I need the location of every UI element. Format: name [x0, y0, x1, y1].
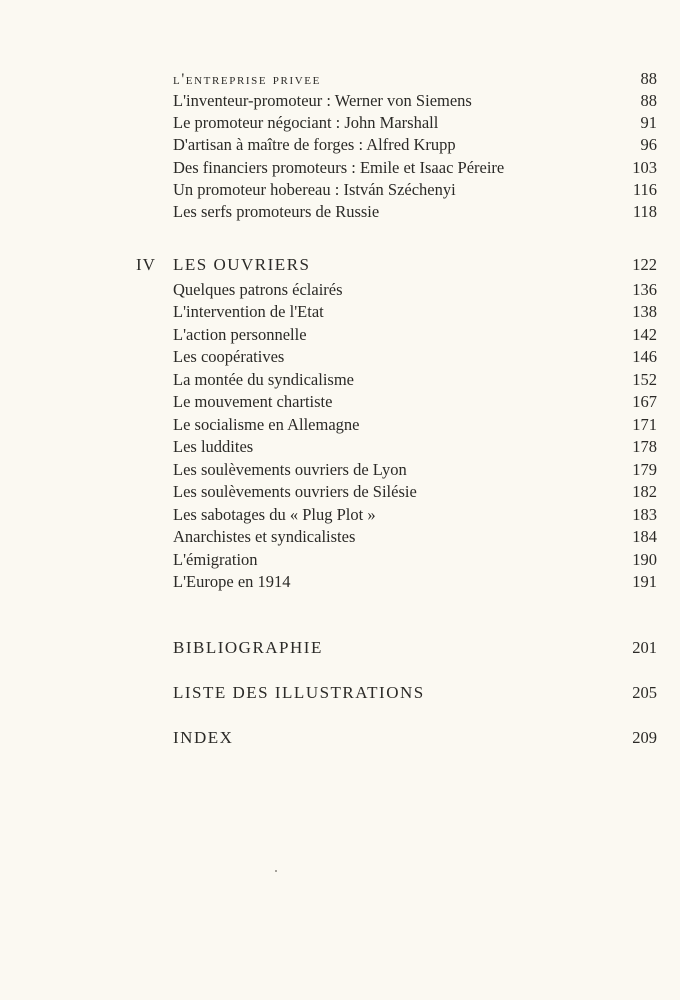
- toc-entry-liste-des-illustrations: [173, 682, 657, 704]
- toc-entry: [173, 346, 657, 368]
- toc-entry-bibliographie: [173, 637, 657, 659]
- toc-entry-page: 152: [632, 370, 657, 389]
- toc-entry: [173, 369, 657, 391]
- toc-entry-page: 103: [632, 158, 657, 177]
- toc-entry-page: 184: [632, 527, 657, 546]
- toc-entry-title: Le socialisme en Allemagne: [173, 415, 360, 434]
- section-heading-entreprise-privee: [173, 68, 657, 90]
- toc-entry: [173, 414, 657, 436]
- toc-entry-page: 191: [632, 572, 657, 591]
- toc-entry-page: 182: [632, 482, 657, 501]
- toc-entry-page: 146: [632, 347, 657, 366]
- toc-entry-title: l'entreprise privee: [173, 71, 321, 88]
- toc-entry-page: 142: [632, 325, 657, 344]
- toc-entry-page: 201: [632, 638, 657, 657]
- toc-entry: [173, 526, 657, 548]
- toc-entry: [173, 549, 657, 571]
- toc-entry-title: Les soulèvements ouvriers de Silésie: [173, 482, 417, 501]
- toc-entry-title: Les soulèvements ouvriers de Lyon: [173, 460, 407, 479]
- toc-entry: [173, 157, 657, 179]
- toc-entry: [173, 112, 657, 134]
- toc-entry: [173, 504, 657, 526]
- toc-entry-title: Un promoteur hobereau : István Széchenyi: [173, 180, 456, 199]
- toc-entry: [173, 571, 657, 593]
- toc-entry: [173, 459, 657, 481]
- toc-entry-title: LISTE DES ILLUSTRATIONS: [173, 683, 425, 702]
- toc-entry-title: Les coopératives: [173, 347, 285, 366]
- toc-entry-title: Le promoteur négociant : John Marshall: [173, 113, 439, 132]
- toc-entry: [173, 201, 657, 223]
- toc-entry: [173, 324, 657, 346]
- toc-entry: [173, 391, 657, 413]
- toc-entry-title: Quelques patrons éclairés: [173, 280, 343, 299]
- toc-entry-page: 96: [640, 135, 657, 154]
- toc-entry-title: Le mouvement chartiste: [173, 392, 333, 411]
- toc-entry: [173, 301, 657, 323]
- toc-entry-title: D'artisan à maître de forges : Alfred Krupp: [173, 135, 456, 154]
- toc-entry: [173, 90, 657, 112]
- chapter-heading: [173, 254, 657, 276]
- toc-entry-title: BIBLIOGRAPHIE: [173, 638, 323, 657]
- toc-entry-title: INDEX: [173, 728, 234, 747]
- toc-entry-title: Des financiers promoteurs : Emile et Isaac Péreire: [173, 158, 505, 177]
- toc-entry-page: 209: [632, 728, 657, 747]
- toc-entry-page: 116: [632, 180, 657, 199]
- toc-entry-page: 91: [640, 113, 657, 132]
- toc-entry-title: L'action personnelle: [173, 325, 307, 344]
- toc-entry: [173, 279, 657, 301]
- chapter-title: LES OUVRIERS: [173, 255, 311, 274]
- toc-entry-page: 178: [632, 437, 657, 456]
- toc-entry-page: 167: [632, 392, 657, 411]
- toc-entry-title: La montée du syndicalisme: [173, 370, 354, 389]
- toc-entry-page: 136: [632, 280, 657, 299]
- toc-entry-page: 183: [632, 505, 657, 524]
- toc-entry-page: 190: [632, 550, 657, 569]
- chapter-numeral: IV: [136, 255, 156, 274]
- toc-entry-index: [173, 727, 657, 749]
- toc-entry-title: Les sabotages du « Plug Plot »: [173, 505, 376, 524]
- toc-entry-page: 88: [640, 69, 657, 88]
- toc-entry-title: L'inventeur-promoteur : Werner von Siemens: [173, 91, 472, 110]
- toc-entry-title: L'intervention de l'Etat: [173, 302, 324, 321]
- toc-entry-page: 118: [632, 202, 657, 221]
- toc-entry: [173, 134, 657, 156]
- toc-entry-title: L'émigration: [173, 550, 258, 569]
- paper-speck: [275, 870, 277, 872]
- toc-entry-page: 205: [632, 683, 657, 702]
- toc-entry-page: 88: [640, 91, 657, 110]
- toc-entry-page: 171: [632, 415, 657, 434]
- toc-entry-page: 179: [632, 460, 657, 479]
- toc-entry-title: Les serfs promoteurs de Russie: [173, 202, 380, 221]
- toc-entry: [173, 436, 657, 458]
- toc-entry-title: Anarchistes et syndicalistes: [173, 527, 356, 546]
- toc-entry: [173, 481, 657, 503]
- toc-entry: [173, 179, 657, 201]
- chapter-page: 122: [632, 255, 657, 274]
- toc-entry-page: 138: [632, 302, 657, 321]
- toc-entry-title: L'Europe en 1914: [173, 572, 291, 591]
- toc-entry-title: Les luddites: [173, 437, 254, 456]
